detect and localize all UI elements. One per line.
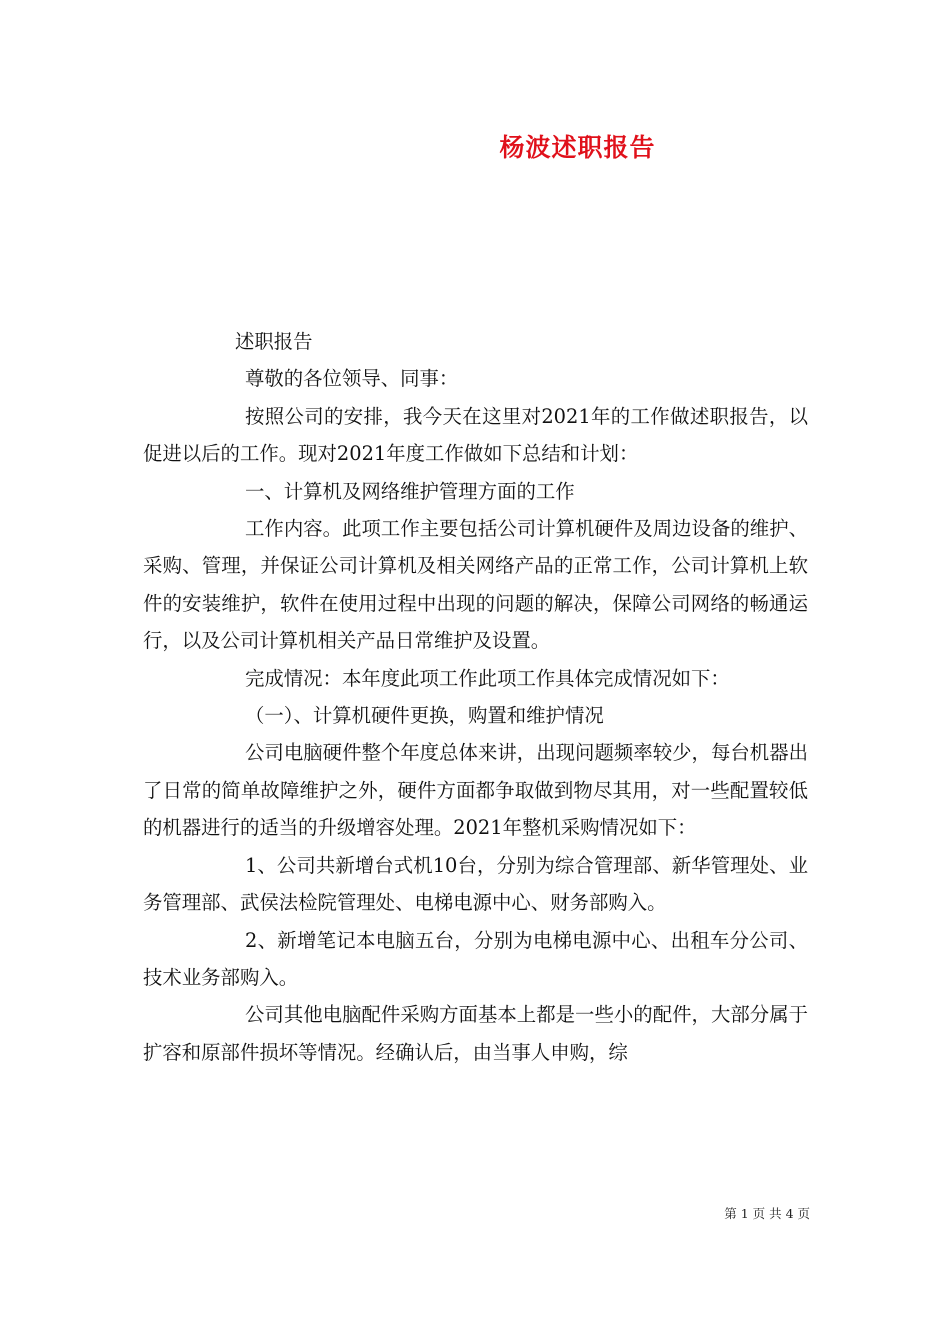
section-heading-1: 一、计算机及网络维护管理方面的工作: [245, 479, 575, 503]
page-number-footer: 第 1 页 共 4 页: [724, 1206, 810, 1221]
document-title: 杨波述职报告: [499, 133, 656, 162]
paragraph-accessories: 公司其他电脑配件采购方面基本上都是一些小的配件，大部分属于扩容和原部件损坏等情况。经确认后，由当事人申购，综: [143, 1003, 808, 1064]
paragraph-salutation: 尊敬的各位领导、同事：: [245, 367, 459, 391]
document-body: [143, 323, 808, 1071]
paragraph-intro: 按照公司的安排，我今天在这里对2021年的工作做述职报告，以促进以后的工作。现对2021年度工作做如下总结和计划：: [143, 404, 808, 466]
paragraph-completion: 完成情况：本年度此项工作此项工作具体完成情况如下：: [245, 666, 730, 690]
paragraph-hardware-overview: 公司电脑硬件整个年度总体来讲，出现问题频率较少，每台机器出了日常的简单故障维护之外，硬件方面都争取做到物尽其用，对一些配置较低的机器进行的适当的升级增容处理。2021年整机采购情况如下：: [143, 741, 808, 840]
paragraph-work-content: 工作内容。此项工作主要包括公司计算机硬件及周边设备的维护、采购、管理，并保证公司计算机及相关网络产品的正常工作，公司计算机上软件的安装维护，软件在使用过程中出现的问题的解决，保障公司网络的畅通运行，以及公司计算机相关产品日常维护及设置。: [143, 517, 808, 653]
list-item-laptops: 2、新增笔记本电脑五台，分别为电梯电源中心、出租车分公司、技术业务部购入。: [143, 928, 808, 989]
list-item-desktops: 1、公司共新增台式机10台，分别为综合管理部、新华管理处、业务管理部、武侯法检院管理处、电梯电源中心、财务部购入。: [143, 853, 808, 915]
paragraph-heading: 述职报告: [235, 330, 313, 353]
subsection-heading-1: （一）、计算机硬件更换，购置和维护情况: [245, 704, 604, 728]
